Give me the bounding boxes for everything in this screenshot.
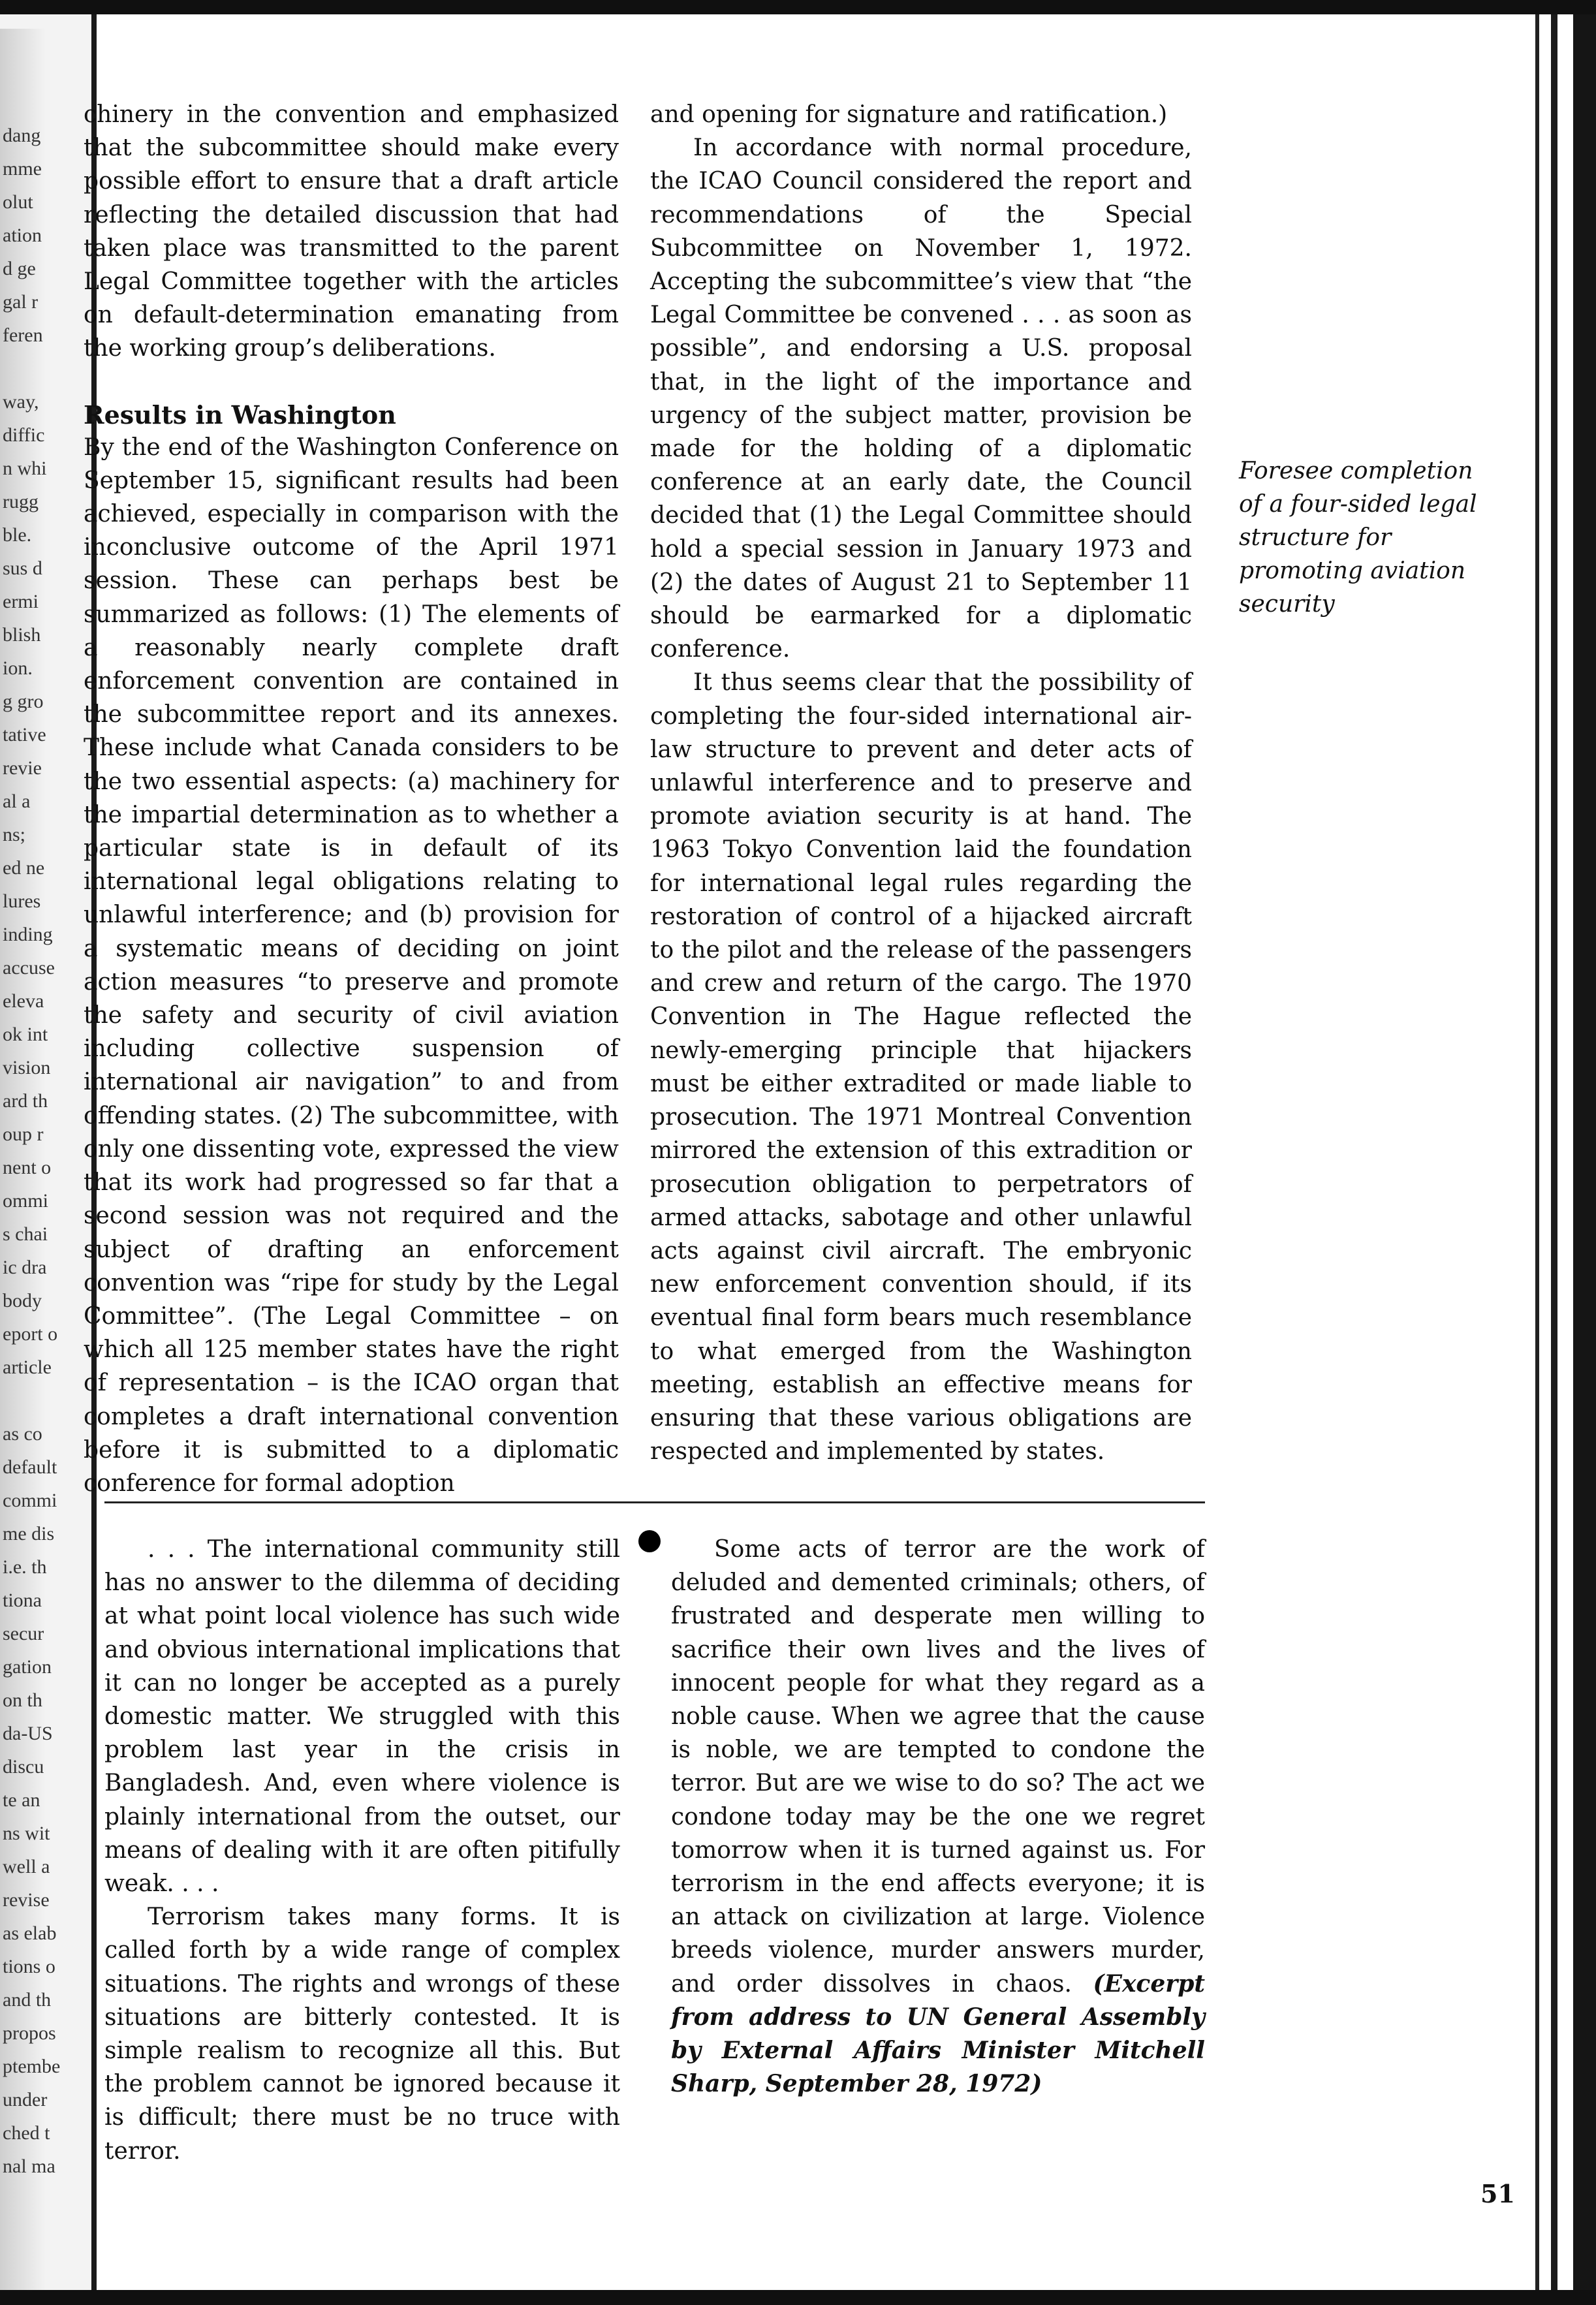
facing-page-fragment: as elab (3, 1922, 57, 1944)
right-page-edge-line (1551, 14, 1557, 2290)
facing-page-fragment: ns wit (3, 1823, 50, 1844)
left-column (84, 98, 619, 1500)
bullet-dot-icon (638, 1530, 661, 1552)
facing-page-fragment: discu (3, 1756, 44, 1778)
facing-page-fragment: oup r (3, 1123, 44, 1145)
facing-page-fragment: mme (3, 158, 42, 180)
facing-page-fragment: inding (3, 924, 53, 945)
facing-page-fragment: ns; (3, 824, 26, 845)
facing-page-fragment: d ge (3, 258, 36, 279)
facing-page-fragment: under (3, 2089, 48, 2110)
facing-page-fragment: gal r (3, 291, 39, 313)
facing-page-fragment: revie (3, 757, 42, 779)
facing-page-fragment: s chai (3, 1223, 48, 1245)
facing-page-fragment: ermi (3, 591, 39, 612)
facing-page-fragment: n whi (3, 458, 47, 479)
facing-page-fragment: dang (3, 125, 41, 146)
facing-page-fragment: sus d (3, 557, 42, 579)
scan-top-border (0, 0, 1596, 14)
quote-right-column (671, 1533, 1205, 2101)
page-number: 51 (1480, 2179, 1515, 2208)
quote-paragraph (671, 1533, 1205, 2101)
facing-page-fragment: vision (3, 1057, 51, 1078)
facing-page-fragment: ed ne (3, 857, 45, 879)
facing-page-fragment: al a (3, 791, 31, 812)
left-paragraph-continuation: chinery in the convention and emphasized that the subcommittee should make every possible effort to ensure that a draft article reflecting the detailed discussion that had taken place was transmitted to the parent Legal Committee together with the articles on default-determination emanating from the working group’s deliberations. (84, 101, 619, 362)
facing-page-fragment: ation (3, 225, 42, 246)
facing-page-fragment: ched t (3, 2122, 50, 2144)
facing-page-fragment (3, 352, 80, 385)
facing-page-fragment: olut (3, 191, 33, 213)
facing-page-fragment: accuse (3, 957, 55, 979)
facing-page-fragment: blish (3, 624, 41, 646)
right-scan-border (1573, 14, 1596, 2290)
facing-page-fragment: ard th (3, 1090, 48, 1112)
section-heading: Results in Washington (84, 400, 396, 430)
facing-page-fragment: tative (3, 724, 46, 745)
facing-page-fragment: da-US (3, 1723, 53, 1744)
facing-page-fragment: ommi (3, 1190, 49, 1212)
facing-page-fragment: nent o (3, 1157, 52, 1178)
facing-page-strip (0, 14, 97, 2290)
facing-page-fragment: ion. (3, 657, 33, 679)
facing-page-fragment: me dis (3, 1523, 55, 1545)
quote-paragraph: Terrorism takes many forms. It is called forth by a wide range of complex situations. The rights and wrongs of these situations are bitterly contested. It is simple realism to recognize all this. But the problem cannot be ignored because it is difficult; there must be no truce with terror. (104, 1904, 620, 2165)
facing-page-fragment: ok int (3, 1024, 48, 1045)
facing-page-fragment: secur (3, 1623, 44, 1644)
facing-page-fragment: ble. (3, 524, 32, 546)
facing-page-fragment: gation (3, 1656, 52, 1678)
facing-page-fragment: as co (3, 1423, 42, 1445)
facing-page-fragment: way, (3, 391, 39, 413)
facing-page-fragment: tions o (3, 1956, 55, 1977)
quote-citation: (Excerpt from address to UN General Assembly by External Affairs Minister Mitchell Sharp, September 28, 1972) (671, 1969, 1205, 2098)
facing-page-fragment: te an (3, 1789, 40, 1811)
facing-page-fragment: lures (3, 890, 41, 912)
facing-page-fragment: article (3, 1356, 52, 1378)
facing-page-fragment: rugg (3, 491, 39, 512)
facing-page-fragment (3, 1384, 80, 1417)
facing-page-fragment: commi (3, 1490, 57, 1511)
facing-page-fragment: body (3, 1290, 42, 1311)
left-paragraph-results: By the end of the Washington Conference on September 15, significant results had been achieved, especially in comparison with the inconclusive outcome of the April 1971 session. These can perhaps best be summarized as follows: (1) The elements of a reasonably nearly complete draft enforcement convention are contained in the subcommittee report and its annexes. These include what Canada considers to be the two essential aspects: (a) machinery for the impartial determination as to whether a particular state is in default of its international legal obligations relating to unlawful interference; and (b) provision for a systematic means of deciding on joint action measures “to preserve and promote the safety and security of civil aviation including collective suspension of international air navigation” to and from offending states. (2) The subcommittee, with only one dissenting vote, expressed the view that its work had progressed so far that a second session was not required and the subject of drafting an enforcement convention was “ripe for study by the Legal Committee”. (The Legal Committee – on which all 125 member states have the right of representation – is the ICAO organ that completes a draft international convention before it is submitted to a diplomatic conference for formal adoption (84, 433, 619, 1497)
facing-page-text-fragments (3, 119, 80, 2183)
middle-column (650, 98, 1192, 1468)
facing-page-fragment: propos (3, 2022, 56, 2044)
facing-page-fragment: eleva (3, 990, 44, 1012)
facing-page-fragment: default (3, 1456, 57, 1478)
facing-page-fragment: nal ma (3, 2156, 55, 2177)
facing-page-fragment: and th (3, 1989, 52, 2011)
facing-page-fragment: diffic (3, 424, 45, 446)
right-page-edge-line (1535, 14, 1539, 2290)
middle-paragraph-structure: It thus seems clear that the possibility of completing the four-sided international air-law structure to prevent and deter acts of unlawful interference and to preserve and promote aviation security is at hand. The 1963 Tokyo Convention laid the foundation for international legal rules regarding the restoration of control of a hijacked aircraft to the pilot and the release of the passengers and crew and return of the cargo. The 1970 Convention in The Hague reflected the newly-emerging principle that hijackers must be either extradited or made liable to prosecution. The 1971 Montreal Convention mirrored the extension of this extradition or prosecution obligation to perpetrators of armed attacks, sabotage and other unlawful acts against civil aircraft. The embryonic new enforcement convention should, if its eventual final form bears much resemblance to what emerged from the Washington meeting, establish an effective means for ensuring that these various obligations are respected and implemented by states. (650, 669, 1192, 1466)
facing-page-fragment: feren (3, 324, 43, 346)
facing-page-fragment: ic dra (3, 1257, 47, 1278)
quote-text: Some acts of terror are the work of deluded and demented criminals; others, of frustrated and desperate men willing to sacrifice their own lives and the lives of innocent people for what they regard as a noble cause. When we agree that the cause is noble, we are tempted to condone the terror. But are we wise to do so? The act we condone today may be the one we regret tomorrow when it is turned against us. For terrorism in the end affects everyone; it is an attack on civilization at large. Violence breeds violence, murder answers murder, and order dissolves in chaos. (671, 1536, 1205, 1998)
quote-paragraph: . . . The international community still has no answer to the dilemma of deciding at what point local violence has such wide and obvious international implications that it can no longer be accepted as a purely domestic matter. We struggled with this problem last year in the crisis in Bangladesh. And, even where violence is plainly international from the outset, our means of dealing with it are often pitifully weak. . . . (104, 1536, 620, 1898)
margin-note: Foresee completion of a four-sided legal structure for promoting aviation security (1239, 458, 1477, 618)
facing-page-fragment: ptembe (3, 2056, 61, 2077)
facing-page-fragment: i.e. th (3, 1556, 47, 1578)
facing-page-fragment: tiona (3, 1590, 42, 1611)
middle-paragraph-council: In accordance with normal procedure, the ICAO Council considered the report and recommendations of the Special Subcommittee on November 1, 1972. Accepting the subcommittee’s view that “the Legal Committee be convened . . . as soon as possible”, and endorsing a U.S. proposal that, in the light of the importance and urgency of the subject matter, provision be made for the holding of a diplomatic conference at an early date, the Council decided that (1) the Legal Committee should hold a special session in January 1973 and (2) the dates of August 21 to September 11 should be earmarked for a diplomatic conference. (650, 134, 1192, 663)
facing-page-fragment: eport o (3, 1323, 58, 1345)
facing-page-fragment: on th (3, 1689, 42, 1711)
facing-page-fragment: revise (3, 1889, 50, 1911)
facing-page-fragment: well a (3, 1856, 50, 1877)
horizontal-rule (104, 1501, 1205, 1503)
scan-bottom-border (0, 2290, 1596, 2305)
middle-paragraph-opening: and opening for signature and ratification.) (650, 101, 1168, 128)
quote-left-column (104, 1533, 620, 2168)
facing-page-fragment: g gro (3, 691, 44, 712)
